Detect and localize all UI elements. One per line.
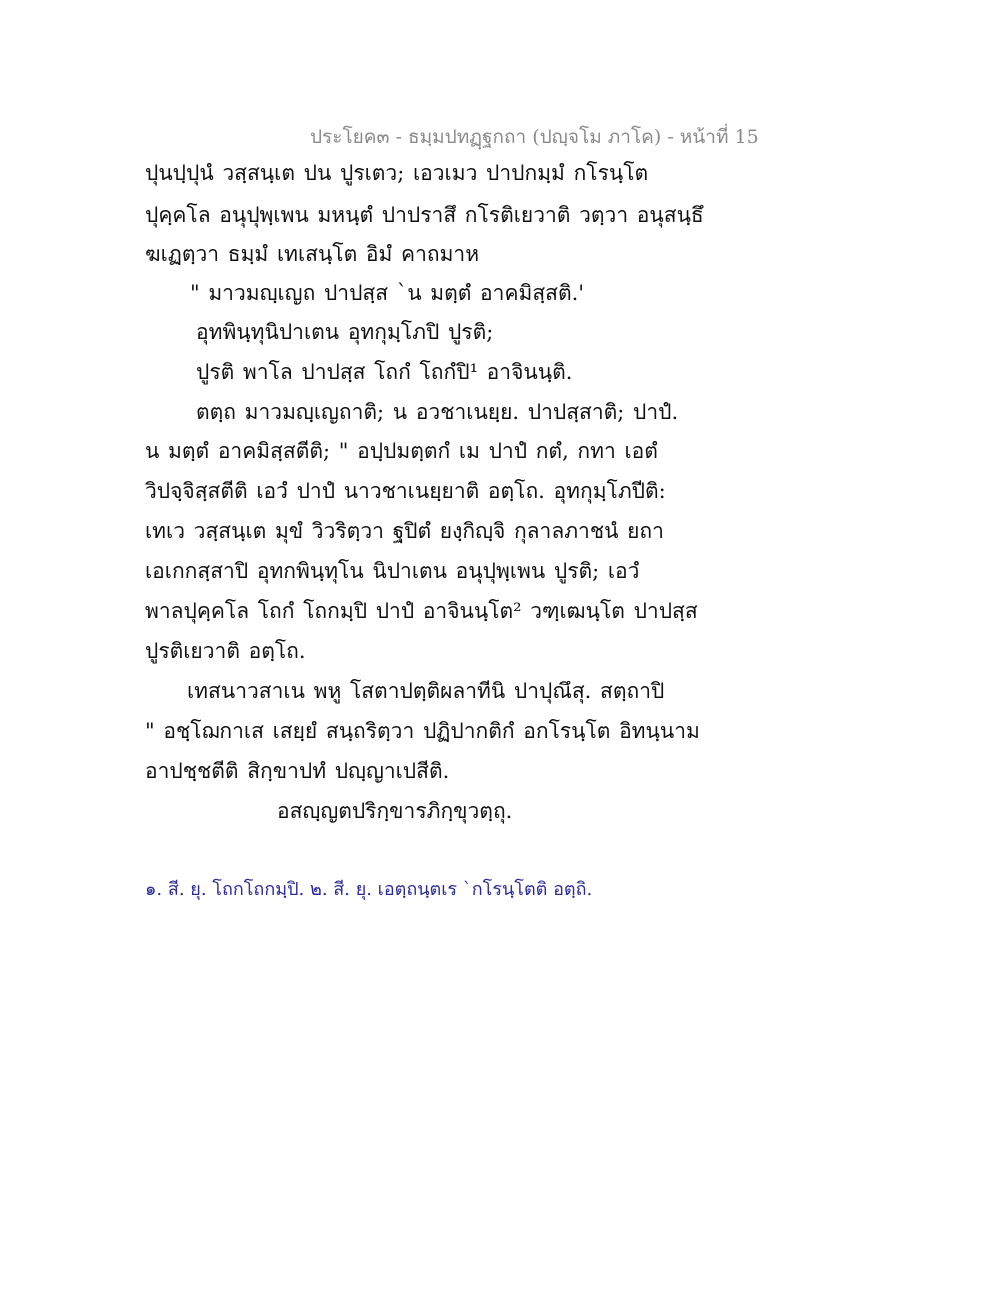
verse-line: " มาวมญฺเญถ ปาปสฺส `น มตฺตํ อาคมิสฺสติ.' — [190, 281, 585, 305]
verse-line: อุทพินฺทุนิปาเตน อุทกุมฺโภปิ ปูรติ; — [196, 320, 494, 344]
text-line: ตตฺถ มาวมญฺเญถาติ; น อวชาเนยฺย. ปาปสฺสาติ; ปาปํ. — [196, 400, 679, 424]
section-title: อสญฺญตปริกฺขารภิกฺขุวตฺถุ. — [277, 799, 513, 823]
text-line: ปุคฺคโล อนุปุพฺเพน มหนฺตํ ปาปราสึ กโรติเยวาติ วตฺวา อนุสนฺธึ — [145, 203, 704, 227]
text-line: อาปชฺชตีติ สิกฺขาปทํ ปญฺญาเปสีติ. — [145, 759, 450, 783]
text-line: พาลปุคฺคโล โถกํ โถกมฺปิ ปาปํ อาจินนฺโต² วฑฺเฒนฺโต ปาปสฺส — [145, 599, 698, 623]
text-line: ปุนปฺปุนํ วสฺสนฺเต ปน ปูรเตว; เอวเมว ปาปกมฺมํ กโรนฺโต — [145, 161, 649, 185]
text-line: วิปจฺจิสฺสตีติ เอวํ ปาปํ นาวชาเนยฺยาติ อตฺโถ. อุทกุมฺโภปีติ: — [145, 479, 666, 503]
text-line: " อชฺโฌกาเส เสยฺยํ สนฺถริตฺวา ปฏิปากติกํ อกโรนฺโต อิทนฺนาม — [145, 719, 700, 743]
text-line: เอเกกสฺสาปิ อุทกพินฺทุโน นิปาเตน อนุปุพฺเพน ปูรติ; เอวํ — [145, 559, 640, 583]
text-line: ฆเฏตฺวา ธมฺมํ เทเสนฺโต อิมํ คาถมาห — [145, 242, 480, 266]
text-line: เทเว วสฺสนฺเต มุขํ วิวริตฺวา ฐปิตํ ยงฺกิญฺจิ กุลาลภาชนํ ยถา — [145, 519, 664, 543]
page-header: ประโยค๓ - ธมฺมปทฏฺฐกถา (ปญฺจโม ภาโค) - หน้าที่ 15 — [310, 126, 759, 148]
footnotes: ๑. สี. ยุ. โถกโถกมฺปิ. ๒. สี. ยุ. เอตฺถนฺตเร `กโรนฺโตติ อตฺถิ. — [145, 879, 593, 900]
text-line: เทสนาวสาเน พหู โสตาปตฺติผลาทีนิ ปาปุณึสุ. สตฺถาปิ — [187, 679, 665, 703]
verse-line: ปูรติ พาโล ปาปสฺส โถกํ โถกํปิ¹ อาจินนฺติ. — [196, 360, 573, 384]
text-line: น มตฺตํ อาคมิสฺสตีติ; " อปฺปมตฺตกํ เม ปาปํ กตํ, กทา เอตํ — [145, 439, 658, 463]
text-line: ปูรติเยวาติ อตฺโถ. — [145, 639, 306, 663]
